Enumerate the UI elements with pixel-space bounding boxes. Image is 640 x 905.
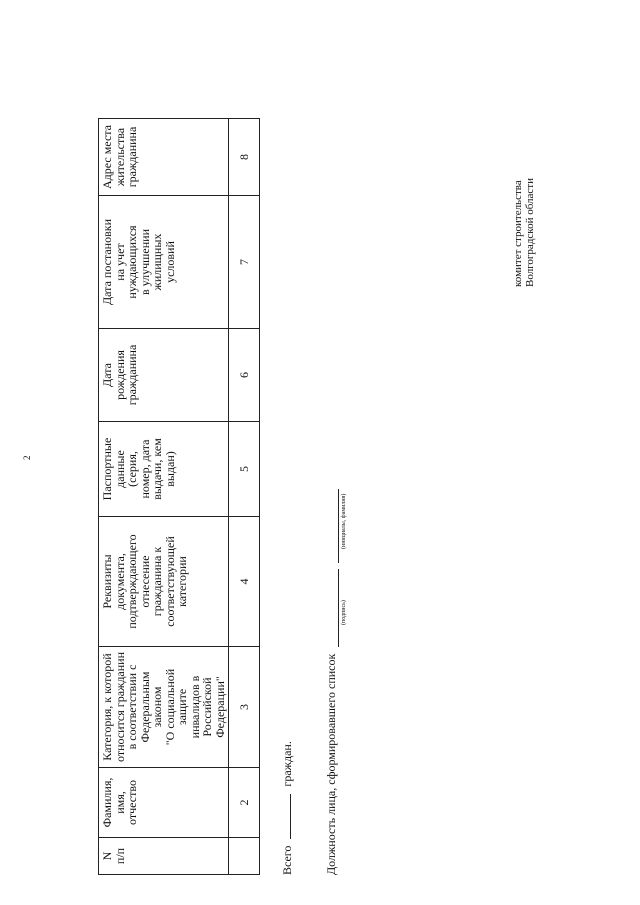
column-number-cell: 3: [229, 647, 260, 768]
column-number-cell: 2: [229, 768, 260, 838]
signature-caption: (подпись): [341, 600, 347, 625]
header-cell-number: N п/п: [99, 838, 229, 875]
committee-line-1: комитет строительства: [512, 180, 524, 287]
column-number-cell: 6: [229, 329, 260, 422]
column-number-cell: 4: [229, 517, 260, 647]
header-cell-document-details: Реквизиты документа, подтверждающего отнесение гражданина к соответствующей категории: [99, 517, 229, 647]
header-cell-birth-date: Дата рождения гражданина: [99, 329, 229, 422]
column-number-cell: 8: [229, 119, 260, 196]
column-number-cell: 7: [229, 196, 260, 329]
name-caption: (инициалы, фамилия): [341, 493, 347, 549]
header-cell-registration-date: Дата постановки на учет нуждающихся в улучшении жилищных условий: [99, 196, 229, 329]
signature-block: [324, 493, 347, 875]
header-cell-full-name: Фамилия, имя, отчество: [99, 768, 229, 838]
header-cell-category: Категория, к которой относится гражданин в соответствии с Федеральным законом "О социальной защите инвалидов в Российской Федерации": [99, 647, 229, 768]
committee-label: [512, 178, 536, 287]
header-cell-passport-data: Паспортные данные (серия, номер, дата выдачи, кем выдан): [99, 422, 229, 517]
name-line: [338, 489, 339, 563]
column-number-row: [229, 119, 260, 875]
committee-line-2: Волгоградской области: [524, 178, 536, 287]
page-number: 2: [22, 455, 32, 460]
table-header-row: [99, 119, 229, 875]
total-blank-field: [290, 794, 291, 839]
column-number-cell: [229, 838, 260, 875]
total-line: [280, 741, 295, 875]
total-prefix: Всего: [280, 845, 294, 875]
signature-line: [338, 569, 339, 647]
header-cell-address: Адрес места жительства гражданина: [99, 119, 229, 196]
register-table: [98, 118, 260, 875]
total-suffix: граждан.: [280, 741, 294, 787]
signature-label: Должность лица, сформировавшего список: [324, 653, 338, 875]
column-number-cell: 5: [229, 422, 260, 517]
